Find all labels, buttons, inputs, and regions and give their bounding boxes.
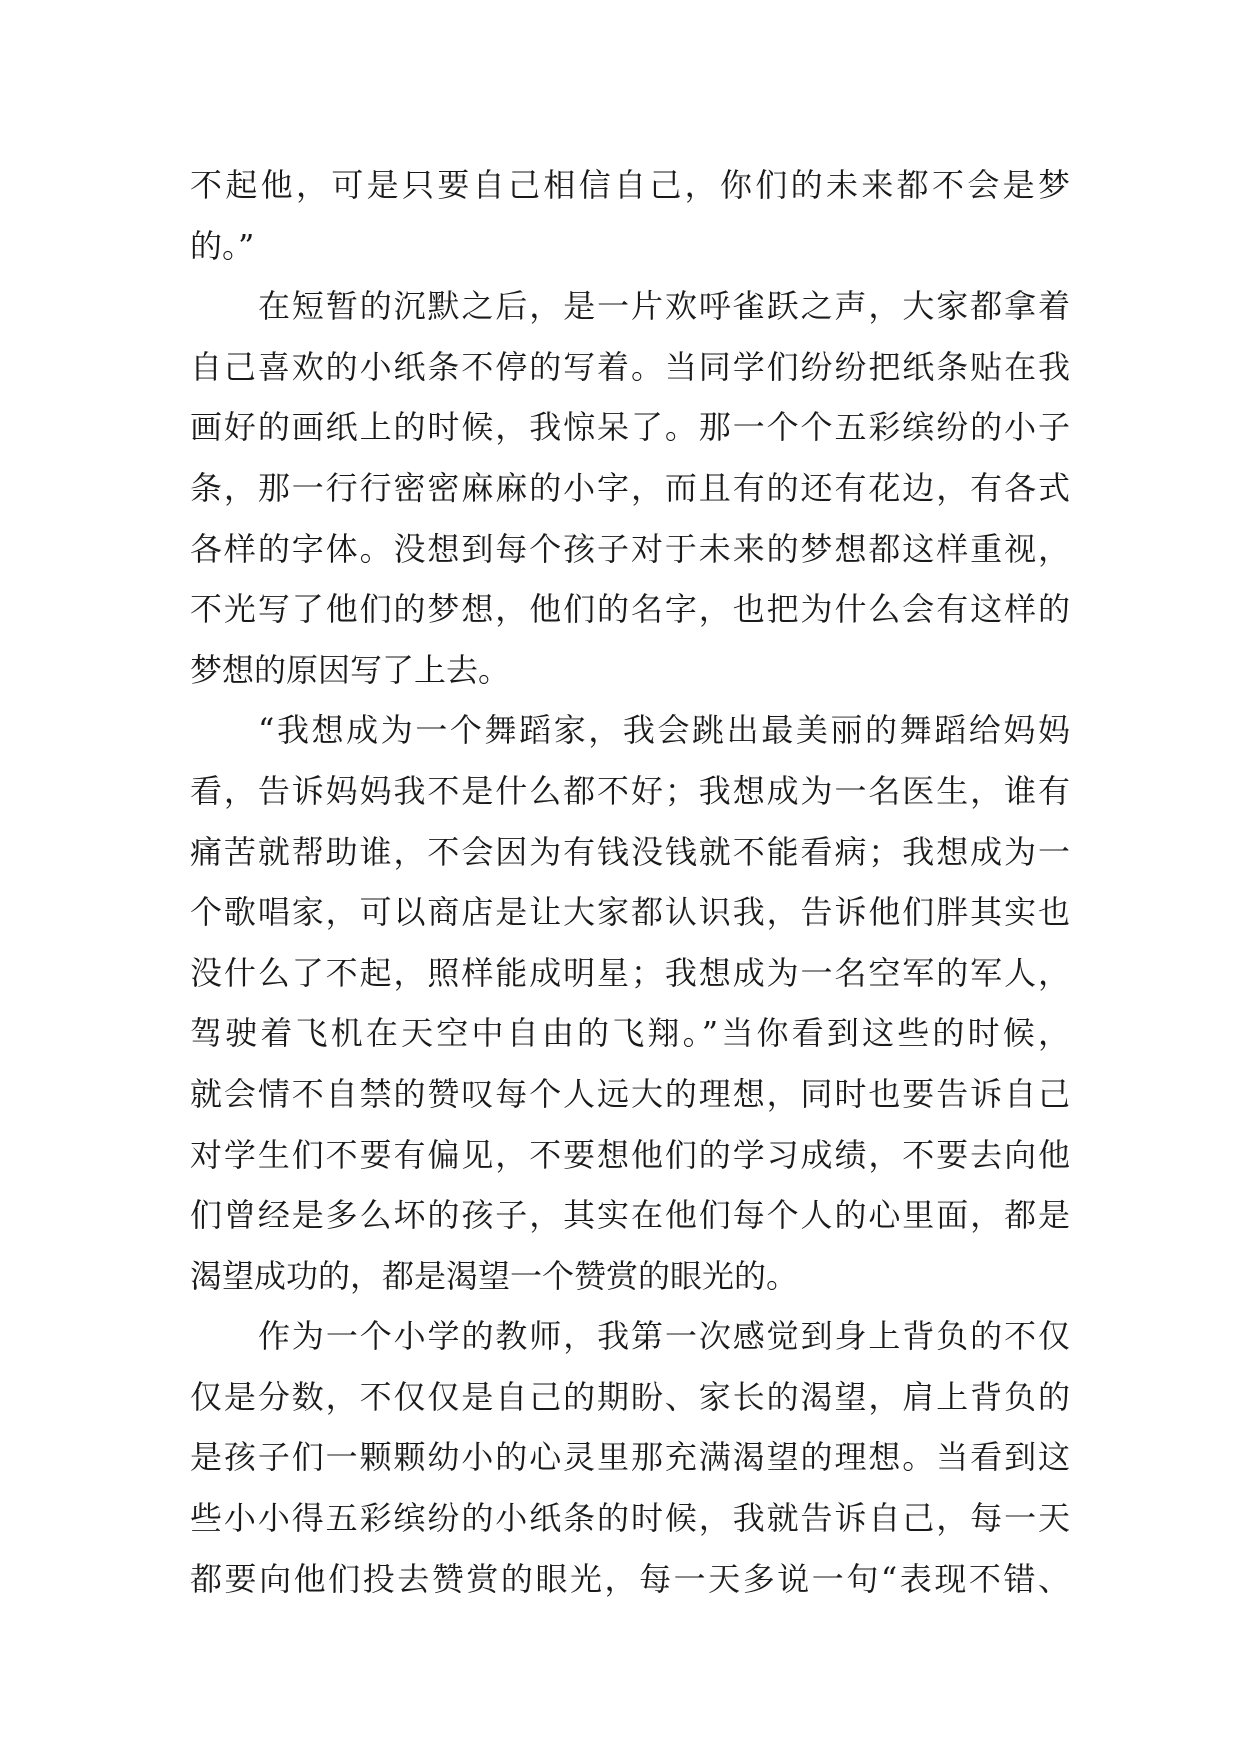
- text-line: 自己喜欢的小纸条不停的写着。当同学们纷纷把纸条贴在我: [190, 347, 1070, 386]
- text-line: 痛苦就帮助谁，不会因为有钱没钱就不能看病；我想成为一: [190, 832, 1070, 871]
- body-text: [190, 155, 1070, 1609]
- paragraph-start-line: “我想成为一个舞蹈家，我会跳出最美丽的舞蹈给妈妈: [258, 711, 1070, 750]
- text-line: 是孩子们一颗颗幼小的心灵里那充满渴望的理想。当看到这: [190, 1438, 1070, 1477]
- text-line: 各样的字体。没想到每个孩子对于未来的梦想都这样重视，: [190, 529, 1070, 568]
- text-line: 画好的画纸上的时候，我惊呆了。那一个个五彩缤纷的小子: [190, 408, 1070, 447]
- paragraph-start-line: 作为一个小学的教师，我第一次感觉到身上背负的不仅: [258, 1317, 1070, 1356]
- text-line: 都要向他们投去赞赏的眼光，每一天多说一句“表现不错、: [190, 1559, 1070, 1598]
- paragraph-start-line: 在短暂的沉默之后，是一片欢呼雀跃之声，大家都拿着: [258, 287, 1070, 326]
- text-line: 不光写了他们的梦想，他们的名字，也把为什么会有这样的: [190, 590, 1070, 629]
- text-line: 看，告诉妈妈我不是什么都不好；我想成为一名医生，谁有: [190, 771, 1070, 810]
- text-line: 仅是分数，不仅仅是自己的期盼、家长的渴望，肩上背负的: [190, 1377, 1070, 1416]
- text-line: 条，那一行行密密麻麻的小字，而且有的还有花边，有各式: [190, 468, 1070, 507]
- text-line: 梦想的原因写了上去。: [190, 650, 511, 689]
- text-line: 就会情不自禁的赞叹每个人远大的理想，同时也要告诉自己: [190, 1074, 1070, 1113]
- text-line: 驾驶着飞机在天空中自由的飞翔。”当你看到这些的时候，: [190, 1014, 1070, 1053]
- text-line: 个歌唱家，可以商店是让大家都认识我，告诉他们胖其实也: [190, 893, 1070, 932]
- text-line: 的。”: [190, 226, 255, 265]
- text-line: 些小小得五彩缤纷的小纸条的时候，我就告诉自己，每一天: [190, 1499, 1070, 1538]
- text-line: 渴望成功的，都是渴望一个赞赏的眼光的。: [190, 1256, 799, 1295]
- text-line: 对学生们不要有偏见，不要想他们的学习成绩，不要去向他: [190, 1135, 1070, 1174]
- text-line: 不起他，可是只要自己相信自己，你们的未来都不会是梦: [190, 166, 1070, 204]
- text-line: 们曾经是多么坏的孩子，其实在他们每个人的心里面，都是: [190, 1196, 1070, 1235]
- text-line: 没什么了不起，照样能成明星；我想成为一名空军的军人，: [190, 953, 1070, 992]
